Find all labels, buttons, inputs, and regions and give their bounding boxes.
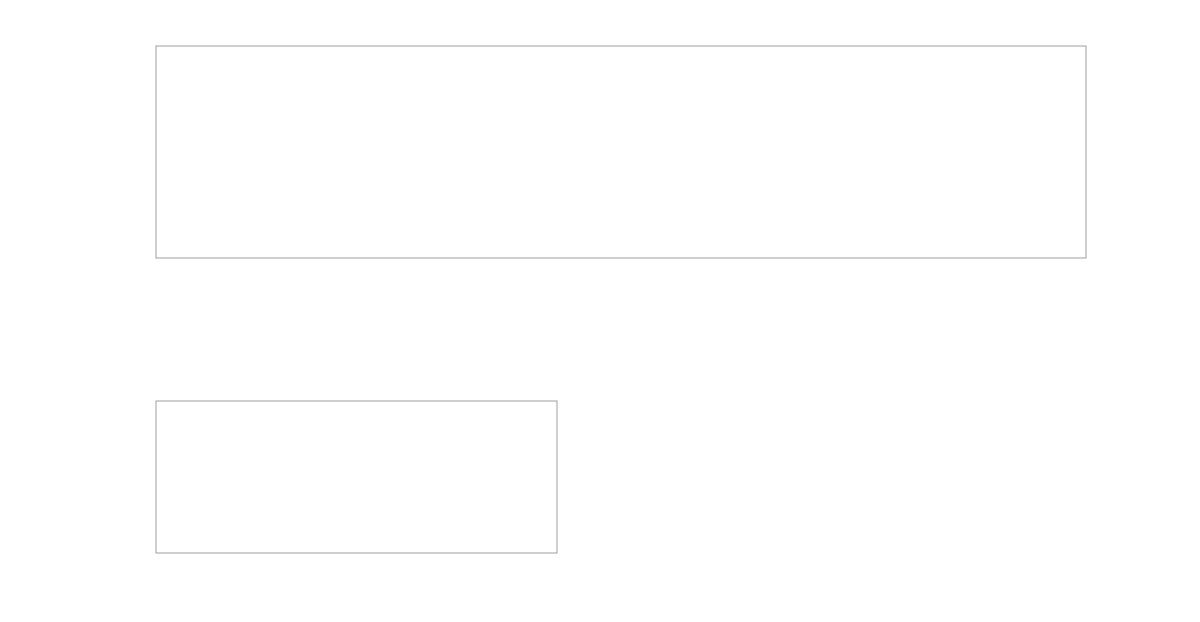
calculated-bottom-row [645,427,1165,443]
sensitivity-row [645,523,1165,539]
pulse-row [645,539,1165,555]
spacer [645,475,1165,491]
altim-detection-depth-row [645,395,1165,411]
spacer [645,379,1165,395]
last-50-dives-chart [156,401,557,553]
altimeter-results-row [645,459,1165,475]
bottom-plot-area [156,401,557,553]
ping-depth-row [645,507,1165,523]
spacer [645,443,1165,459]
settings-header-row [645,491,1165,507]
dive-no-row [645,331,1165,347]
top-plot-area [156,46,1086,258]
full-mission-chart [156,46,1086,258]
dive-depth-row [645,347,1165,363]
apogee-row [645,363,1165,379]
altimeter-diagnostic-panel [645,313,1165,555]
altim-detection-range-row [645,411,1165,427]
